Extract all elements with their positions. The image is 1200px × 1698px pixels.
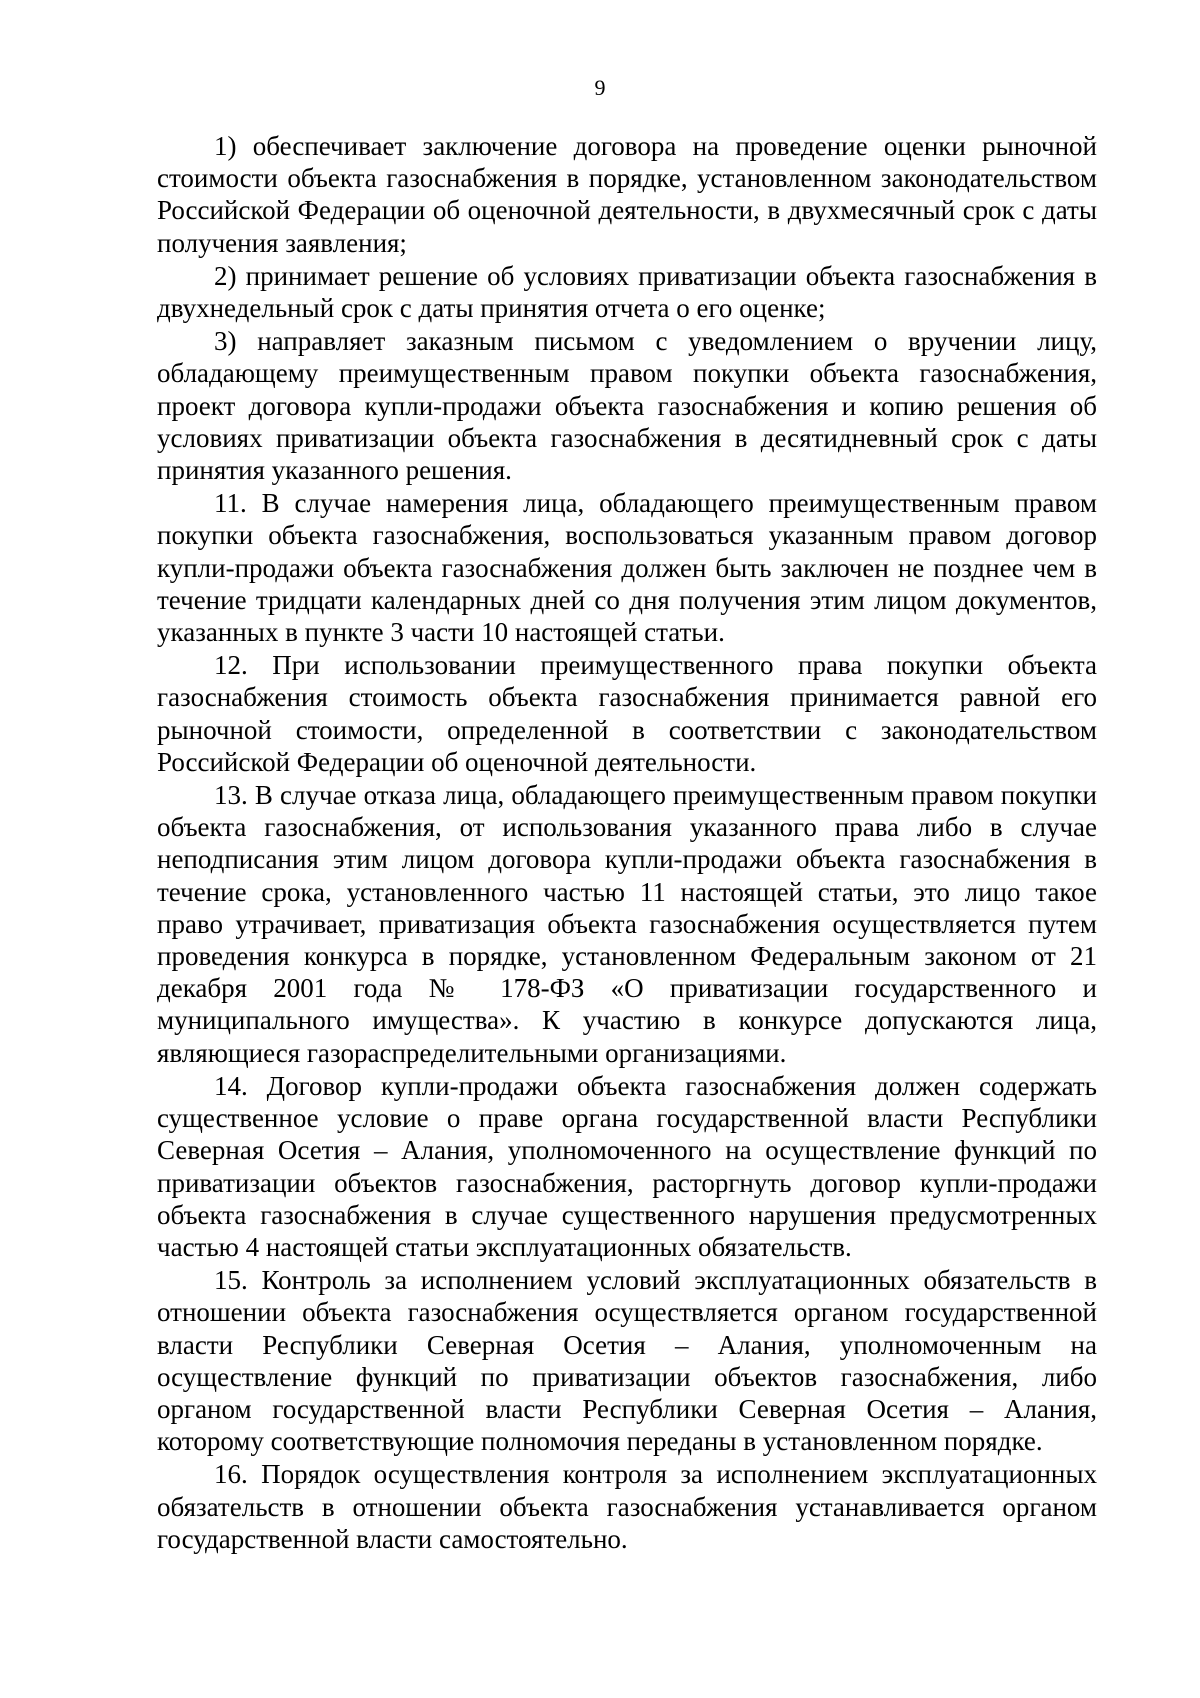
paragraph-part-14: 14. Договор купли-продажи объекта газоснабжения должен содержать существенное условие о праве органа государственной власти Республики Северная Осетия – Алания, уполномоченного на осуществление функций по приватизации объектов газоснабжения, расторгнуть договор купли-продажи объекта газоснабжения в случае существенного нарушения предусмотренных частью 4 настоящей статьи эксплуатационных обязательств. [157, 1070, 1097, 1262]
paragraph-clause-2: 2) принимает решение об условиях приватизации объекта газоснабжения в двухнедельный срок с даты принятия отчета о его оценке; [157, 260, 1097, 324]
paragraph-part-13: 13. В случае отказа лица, обладающего преимущественным правом покупки объекта газоснабжения, от использования указанного права либо в случае неподписания этим лицом договора купли-продажи объекта газоснабжения в течение срока, установленного частью 11 настоящей статьи, это лицо такое право утрачивает, приватизация объекта газоснабжения осуществляется путем проведения конкурса в порядке, установленном Федеральным законом от 21 декабря 2001 года № 178-ФЗ «О приватизации государственного и муниципального имущества». К участию в конкурсе допускаются лица, являющиеся газораспределительными организациями. [157, 780, 1097, 1068]
paragraph-part-12: 12. При использовании преимущественного права покупки объекта газоснабжения стоимость объекта газоснабжения принимается равной его рыночной стоимости, определенной в соответствии с законодательством Российской Федерации об оценочной деятельности. [157, 650, 1097, 777]
document-body [157, 130, 1097, 1556]
paragraph-part-16: 16. Порядок осуществления контроля за исполнением эксплуатационных обязательств в отношении объекта газоснабжения устанавливается органом государственной власти самостоятельно. [157, 1459, 1097, 1554]
paragraph-clause-1: 1) обеспечивает заключение договора на проведение оценки рыночной стоимости объекта газоснабжения в порядке, установленном законодательством Российской Федерации об оценочной деятельности, в двухмесячный срок с даты получения заявления; [157, 131, 1097, 258]
paragraph-clause-3: 3) направляет заказным письмом с уведомлением о вручении лицу, обладающему преимущественным правом покупки объекта газоснабжения, проект договора купли-продажи объекта газоснабжения и копию решения об условиях приватизации объекта газоснабжения в десятидневный срок с даты принятия указанного решения. [157, 326, 1097, 486]
paragraph-part-11: 11. В случае намерения лица, обладающего преимущественным правом покупки объекта газоснабжения, воспользоваться указанным правом договор купли-продажи объекта газоснабжения должен быть заключен не позднее чем в течение тридцати календарных дней со дня получения этим лицом документов, указанных в пункте 3 части 10 настоящей статьи. [157, 488, 1097, 648]
page-number: 9 [594, 75, 606, 100]
paragraph-part-15: 15. Контроль за исполнением условий эксплуатационных обязательств в отношении объекта газоснабжения осуществляется органом государственной власти Республики Северная Осетия – Алания, уполномоченным на осуществление функций по приватизации объектов газоснабжения, либо органом государственной власти Республики Северная Осетия – Алания, которому соответствующие полномочия переданы в установленном порядке. [157, 1265, 1097, 1457]
